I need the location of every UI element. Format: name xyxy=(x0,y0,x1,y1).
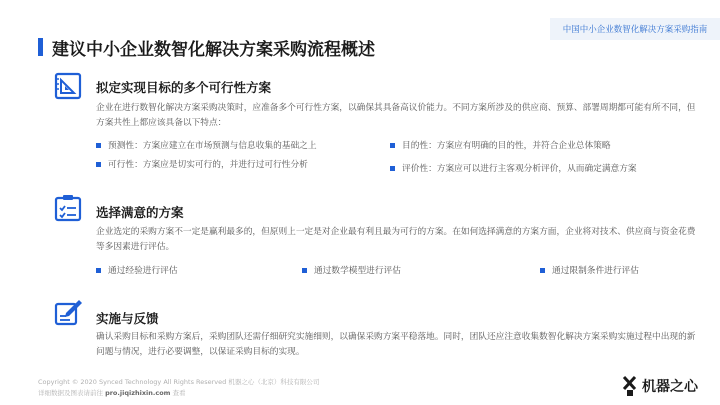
bullet-text: 可行性：方案应是切实可行的，并进行过可行性分析 xyxy=(108,160,308,170)
footer-url-link[interactable]: pro.jiqizhixin.com xyxy=(105,389,171,397)
bullet-item xyxy=(96,264,178,276)
section-paragraph-implement: 确认采购目标和采购方案后，采购团队还需仔细研究实施细则，以确保采购方案平稳落地。同时，团队还应注意收集数智化解决方案采购实施过程中出现的新问题与情况，进行必要调整，以保证采购目标的实现。 xyxy=(96,332,696,357)
section-title-implement: 实施与反馈 xyxy=(96,311,159,326)
bullet-item xyxy=(390,139,611,151)
bullet-square-icon xyxy=(96,268,101,273)
bullet-text: 目的性：方案应有明确的目的性，并符合企业总体策略 xyxy=(402,141,611,151)
bullet-item xyxy=(96,158,308,170)
bullet-text: 预测性：方案应建立在市场预测与信息收集的基础之上 xyxy=(108,141,317,151)
section-title-select: 选择满意的方案 xyxy=(96,205,184,220)
footer-more-suffix: 查看 xyxy=(170,389,186,397)
section-title-plans: 拟定实现目标的多个可行性方案 xyxy=(96,80,272,95)
edit-pen-icon xyxy=(52,296,84,328)
bullet-item xyxy=(96,139,317,151)
bullet-item xyxy=(390,162,637,174)
bullet-text: 通过数学模型进行评估 xyxy=(314,266,401,276)
bullet-text: 通过经验进行评估 xyxy=(108,266,178,276)
page-title: 建议中小企业数智化解决方案采购流程概述 xyxy=(52,40,375,60)
footer-more-prefix: 详细数据及图表请前往 xyxy=(38,389,106,397)
bullet-item xyxy=(302,264,401,276)
robot-logo-icon xyxy=(621,375,639,397)
bullet-square-icon xyxy=(96,143,101,148)
bullet-square-icon xyxy=(540,268,545,273)
bullet-square-icon xyxy=(302,268,307,273)
footer-copyright: Copyright © 2020 Synced Technology All Rights Reserved 机器之心（北京）科技有限公司 xyxy=(38,378,320,386)
drafting-ruler-icon xyxy=(52,70,84,102)
bullet-text: 通过限制条件进行评估 xyxy=(552,266,639,276)
section-paragraph-plans: 企业在进行数智化解决方案采购决策时，应准备多个可行性方案，以确保其具备高议价能力。不同方案所涉及的供应商、预算、部署周期都可能有所不同，但方案共性上都应该具备以下特点： xyxy=(96,103,696,128)
clipboard-checklist-icon xyxy=(52,192,84,224)
bullet-square-icon xyxy=(96,162,101,167)
section-paragraph-select: 企业选定的采购方案不一定是赢利最多的，但原则上一定是对企业最有利且最为可行的方案。在如何选择满意的方案方面，企业将对技术、供应商与资金花费等多因素进行评估。 xyxy=(96,227,696,252)
bullet-square-icon xyxy=(390,143,395,148)
logo-text: 机器之心 xyxy=(642,379,698,395)
title-accent-bar xyxy=(38,38,43,56)
footer-more-info xyxy=(38,388,186,397)
bullet-item xyxy=(540,264,639,276)
brand-logo xyxy=(621,375,698,397)
report-tag: 中国中小企业数智化解决方案采购指南 xyxy=(550,18,720,40)
bullet-text: 评价性：方案应可以进行主客观分析评价，从而确定满意方案 xyxy=(402,164,637,174)
bullet-square-icon xyxy=(390,166,395,171)
